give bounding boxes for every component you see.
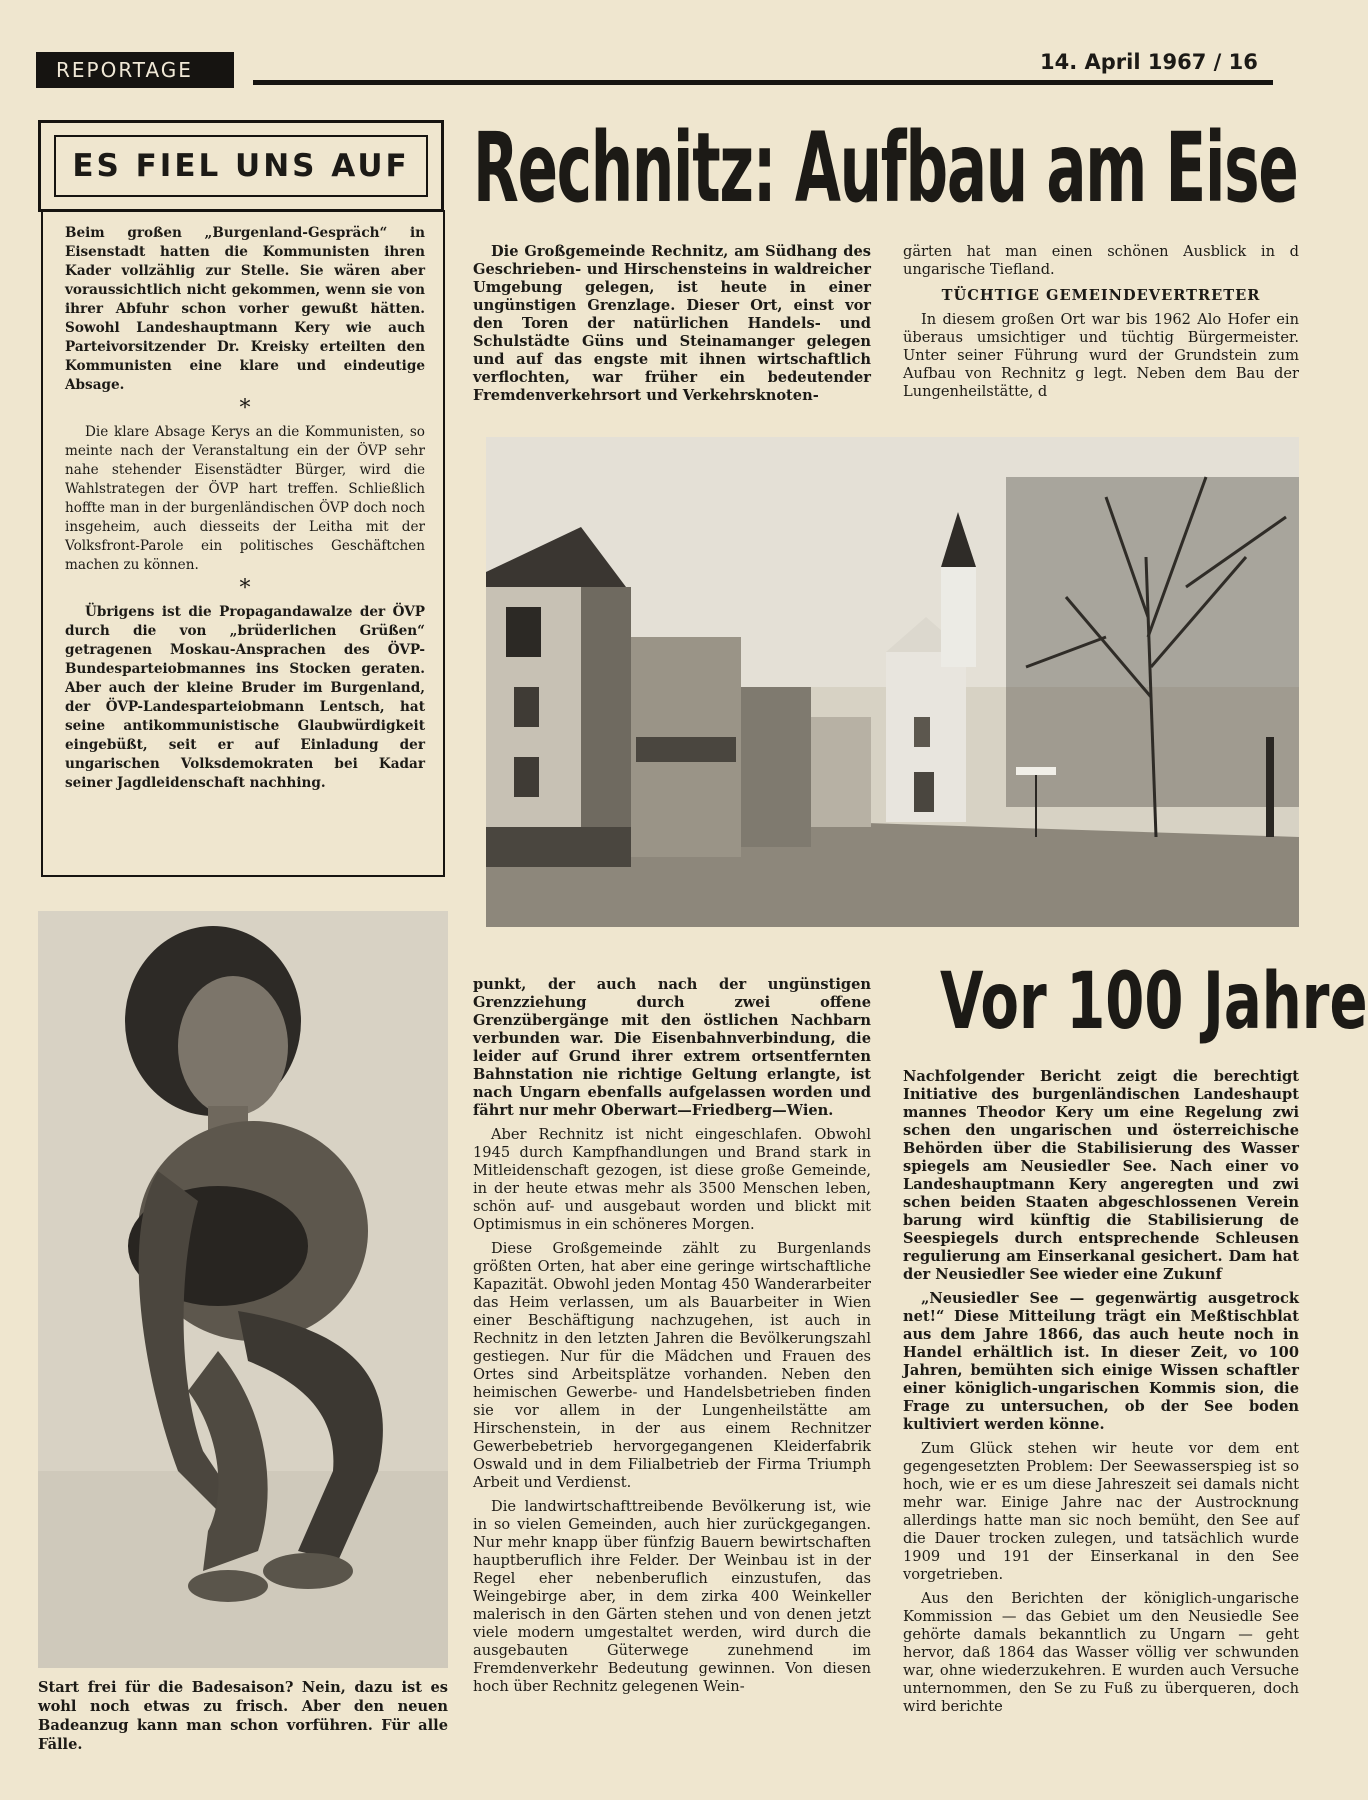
- commentary-box: [41, 210, 445, 877]
- article-headline: Rechnitz: Aufbau am Eise: [473, 112, 1298, 224]
- article-two-p1: Nachfolgender Bericht zeigt die berechtigt Initiative des burgenländischen Landeshaupt mannes Theodor Kery um eine Regelung zwi schen den ungarischen und österreichische Behörden über die Stabilisierung des Wasser spiegels am Neusiedler See. Nach einer vo Landeshauptmann Kery angeregten und zwi schen beiden Staaten abgeschlossenen Verein barung wird künftig die Stabilisierung de Seespiegels durch entsprechende Schleusen regulierung am Einserkanal gesichert. Dam hat der Neusiedler See wieder eine Zukunf: [903, 1068, 1299, 1283]
- article-continued: [473, 976, 871, 1702]
- article-two-p4: Aus den Berichten der königlich-ungarische Kommission — das Gebiet um den Neusiedle See gehörte damals bekanntlich zu Ungarn — geht hervor, daß 1864 das Wasser völlig ver schwunden war, ohne wiederzukehren. E wurden auch Versuche unternommen, den Se zu Fuß zu überqueren, doch wird berichte: [903, 1590, 1299, 1715]
- article-continued-p4: Die landwirtschafttreibende Bevölkerung ist, wie in so vielen Gemeinden, auch hier zurückgegangen. Nur mehr knapp über fünfzig Bauern bewirtschaften hauptberuflich ihre Felder. Der Weinbau ist in der Regel eher nebenberuflich einzustufen, das Weingebirge aber, in dem zirka 400 Weinkeller malerisch in den Gärten stehen und von denen jetzt viele modern umgestaltet werden, wird durch die ausgebauten Güterwege zunehmend im Fremdenverkehr Bedeutung gewinnen. Von diesen hoch über Rechnitz gelegenen Wein-: [473, 1498, 871, 1695]
- article-intro: [473, 243, 871, 411]
- article-continued-p3: Diese Großgemeinde zählt zu Burgenlands größten Orten, hat aber eine geringe wirtschaftliche Kapazität. Obwohl jeden Montag 450 Wanderarbeiter das Heim verlassen, um als Bauarbeiter in Wien einer Beschäftigung nachzugehen, ist auch in Rechnitz in den letzten Jahren die Bevölkerungszahl gestiegen. Nur für die Mädchen und Frauen des Ortes sind Arbeitsplätze vorhanden. Neben den heimischen Gewerbe- und Handelsbetrieben finden sie vor allem in der Lungenheilstätte am Hirschenstein, in der aus einem Rechnitzer Gewerbebetrieb hervorgegangenen Kleiderfabrik Oswald und in dem Filialbetrieb der Firma Triumph Arbeit und Verdienst.: [473, 1240, 871, 1491]
- article-intro-text: Die Großgemeinde Rechnitz, am Südhang des Geschrieben- und Hirschensteins in waldreicher Umgebung gelegen, ist heute in einer ungünstigen Grenzlage. Dieser Ort, einst vor den Toren der natürlichen Handels- und Schulstädte Güns und Steinamanger gelegen und auf das engste mit ihnen wirtschaftlich verflochten, war früher ein bedeutender Fremdenverkehrsort und Verkehrsknoten-: [473, 243, 871, 404]
- rechnitz-town-photo: [486, 437, 1299, 927]
- issue-date: 14. April 1967 / 16: [1040, 50, 1258, 74]
- article-two-p2: „Neusiedler See — gegenwärtig ausgetrock net!“ Diese Mitteilung trägt ein Meßtischblat aus dem Jahre 1866, das auch heute noch in Handel erhältlich ist. In dieser Zeit, vo 100 Jahren, bemühten sich einige Wissen schaftler einer königlich-ungarischen Kommis sion, die Frage zu untersuchen, ob der See boden kultiviert werden könne.: [903, 1290, 1299, 1433]
- article-col2-top: gärten hat man einen schönen Ausblick in d ungarische Tiefland.: [903, 243, 1299, 278]
- swimsuit-model-photo: [38, 911, 448, 1668]
- section-label: REPORTAGE: [36, 52, 234, 88]
- model-photo-illustration: [38, 911, 448, 1668]
- separator-star: *: [239, 396, 251, 421]
- article-two-p3: Zum Glück stehen wir heute vor dem ent gegengesetzten Problem: Der Seewasserspieg ist so hoch, wie er es um diese Jahreszeit sei damals nicht mehr war. Einige Jahre nac der Austrocknung allerdings hatte man sic noch bemüht, den See auf die Dauer trocken zulegen, und tatsächlich wurde 1909 und 191 der Einserkanal in den See vorgetrieben.: [903, 1440, 1299, 1583]
- article-subhead: TÜCHTIGE GEMEINDEVERTRETER: [941, 287, 1261, 304]
- article-continued-p2: Aber Rechnitz ist nicht eingeschlafen. Obwohl 1945 durch Kampfhandlungen und Brand stark in Mitleidenschaft gezogen, ist diese große Gemeinde, in der heute etwas mehr als 3500 Menschen leben, schön auf- und ausgebaut worden und blickt mit Optimismus in ein schöneres Morgen.: [473, 1126, 871, 1233]
- article-continued-p1: punkt, der auch nach der ungünstigen Grenzziehung durch zwei offene Grenzübergänge mit den östlichen Nachbarn verbunden war. Die Eisenbahnverbindung, die leider auf Grund ihrer extrem ortsentfernten Bahnstation nie richtige Geltung erlangte, ist nach Ungarn ebenfalls aufgelassen worden und fährt nur mehr Oberwart—Friedberg—Wien.: [473, 976, 871, 1119]
- article-col2-body: In diesem großen Ort war bis 1962 Alo Hofer ein überaus umsichtiger und tüchtig Bürgermeister. Unter seiner Führung wurd der Grundstein zum Aufbau von Rechnitz g legt. Neben dem Bau der Lungenheilstätte, d: [903, 311, 1299, 400]
- sidebox-title: ES FIEL UNS AUF: [54, 135, 428, 197]
- article-column-right: [903, 243, 1299, 407]
- header-rule: [253, 80, 1273, 85]
- commentary-para-3: Übrigens ist die Propagandawalze der ÖVP durch die von „brüderlichen Grüßen“ getragenen Moskau-Ansprachen des ÖVP-Bundesparteiobmannes ins Stocken geraten. Aber auch der kleine Bruder im Burgenland, der ÖVP-Landesparteiobmann Lentsch, hat seine antikommunistische Glaubwürdigkeit eingebüßt, seit er auf Einladung der ungarischen Volksdemokraten bei Kadar seiner Jagdleidenschaft nachhing.: [65, 604, 425, 791]
- second-headline: Vor 100 Jahre: [940, 957, 1368, 1047]
- town-photo-illustration: [486, 437, 1299, 927]
- commentary-para-1: Beim großen „Burgenland-Gespräch“ in Eisenstadt hatten die Kommunisten ihren Kader vollzählig zur Stelle. Sie wären aber voraussichtlich nicht gekommen, wenn sie von ihrer Abfuhr schon vorher gewußt hätten. Sowohl Landeshauptmann Kery wie auch Parteivorsitzender Dr. Kreisky erteilten den Kommunisten eine klare und eindeutige Absage.: [65, 225, 425, 393]
- article-two: [903, 1068, 1299, 1788]
- sidebox-title-frame: [38, 120, 444, 212]
- photo-caption: Start frei für die Badesaison? Nein, dazu ist es wohl noch etwas zu frisch. Aber den neuen Badeanzug kann man schon vorführen. Für alle Fälle.: [38, 1679, 448, 1753]
- separator-star: *: [239, 576, 251, 601]
- commentary-para-2: Die klare Absage Kerys an die Kommunisten, so meinte nach der Veranstaltung ein der ÖVP sehr nahe stehender Eisenstädter Bürger, wird die Wahlstrategen der ÖVP hart treffen. Schließlich hoffte man in der burgenländischen ÖVP doch noch insgeheim, auch diesseits der Leitha mit der Volksfront-Parole ein politisches Geschäftchen machen zu können.: [65, 424, 425, 573]
